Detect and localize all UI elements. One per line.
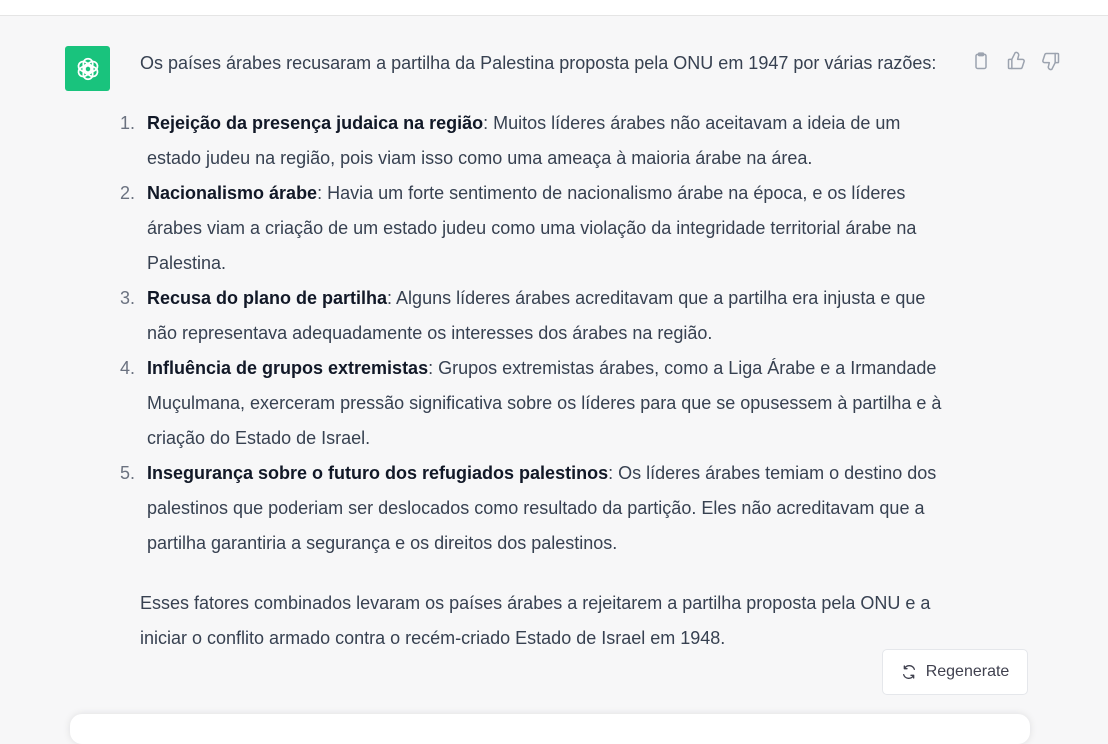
clipboard-icon — [971, 51, 991, 71]
message-conclusion: Esses fatores combinados levaram os países árabes a rejeitarem a partilha proposta pela ONU e a iniciar o conflito armado contra o recém-criado Estado de Israel em 1948. — [140, 593, 931, 648]
reasons-list — [120, 106, 955, 561]
list-item-number: 1. — [120, 113, 136, 133]
refresh-icon — [901, 664, 917, 680]
list-item-term: Nacionalismo árabe — [147, 183, 318, 203]
list-item-term: Rejeição da presença judaica na região — [147, 113, 484, 133]
list-item-number: 4. — [120, 358, 136, 378]
thumbs-down-icon — [1041, 51, 1061, 71]
list-item — [120, 351, 955, 456]
list-item-term: Insegurança sobre o futuro dos refugiados palestinos — [147, 463, 609, 483]
list-item-term: Influência de grupos extremistas — [147, 358, 429, 378]
assistant-avatar — [65, 46, 110, 91]
list-item-number: 5. — [120, 463, 136, 483]
thumbs-down-button[interactable] — [1040, 50, 1062, 72]
message-composer[interactable] — [70, 714, 1030, 744]
assistant-message — [120, 46, 955, 656]
top-bar — [0, 0, 1108, 16]
list-item-text: : Os líderes árabes temiam o destino dos palestinos que poderiam ser deslocados como resultado da partição. Eles não acreditavam que a partilha garantiria a segurança e os direitos dos palestinos. — [147, 463, 937, 553]
list-item — [120, 281, 955, 351]
list-item-term: Recusa do plano de partilha — [147, 288, 388, 308]
list-item — [120, 176, 955, 281]
list-item-text: : Grupos extremistas árabes, como a Liga Árabe e a Irmandade Muçulmana, exerceram pressão significativa sobre os líderes para que se opusessem à partilha e à criação do Estado de Israel. — [147, 358, 942, 448]
list-item — [120, 106, 955, 176]
list-item-text: : Alguns líderes árabes acreditavam que a partilha era injusta e que não representava adequadamente os interesses dos árabes na região. — [147, 288, 926, 343]
thumbs-up-button[interactable] — [1005, 50, 1027, 72]
message-actions — [970, 50, 1062, 72]
list-item-text: : Muitos líderes árabes não aceitavam a ideia de um estado judeu na região, pois viam isso como uma ameaça à maioria árabe na área. — [147, 113, 901, 168]
regenerate-button[interactable] — [882, 649, 1028, 695]
list-item — [120, 456, 955, 561]
list-item-text: : Havia um forte sentimento de nacionalismo árabe na época, e os líderes árabes viam a criação de um estado judeu como uma violação da integridade territorial árabe na Palestina. — [147, 183, 917, 273]
message-intro: Os países árabes recusaram a partilha da Palestina proposta pela ONU em 1947 por várias razões: — [140, 53, 937, 73]
openai-logo-icon — [74, 55, 102, 83]
regenerate-label: Regenerate — [925, 663, 1010, 680]
list-item-number: 2. — [120, 183, 136, 203]
copy-button[interactable] — [970, 50, 992, 72]
list-item-number: 3. — [120, 288, 136, 308]
thumbs-up-icon — [1006, 51, 1026, 71]
